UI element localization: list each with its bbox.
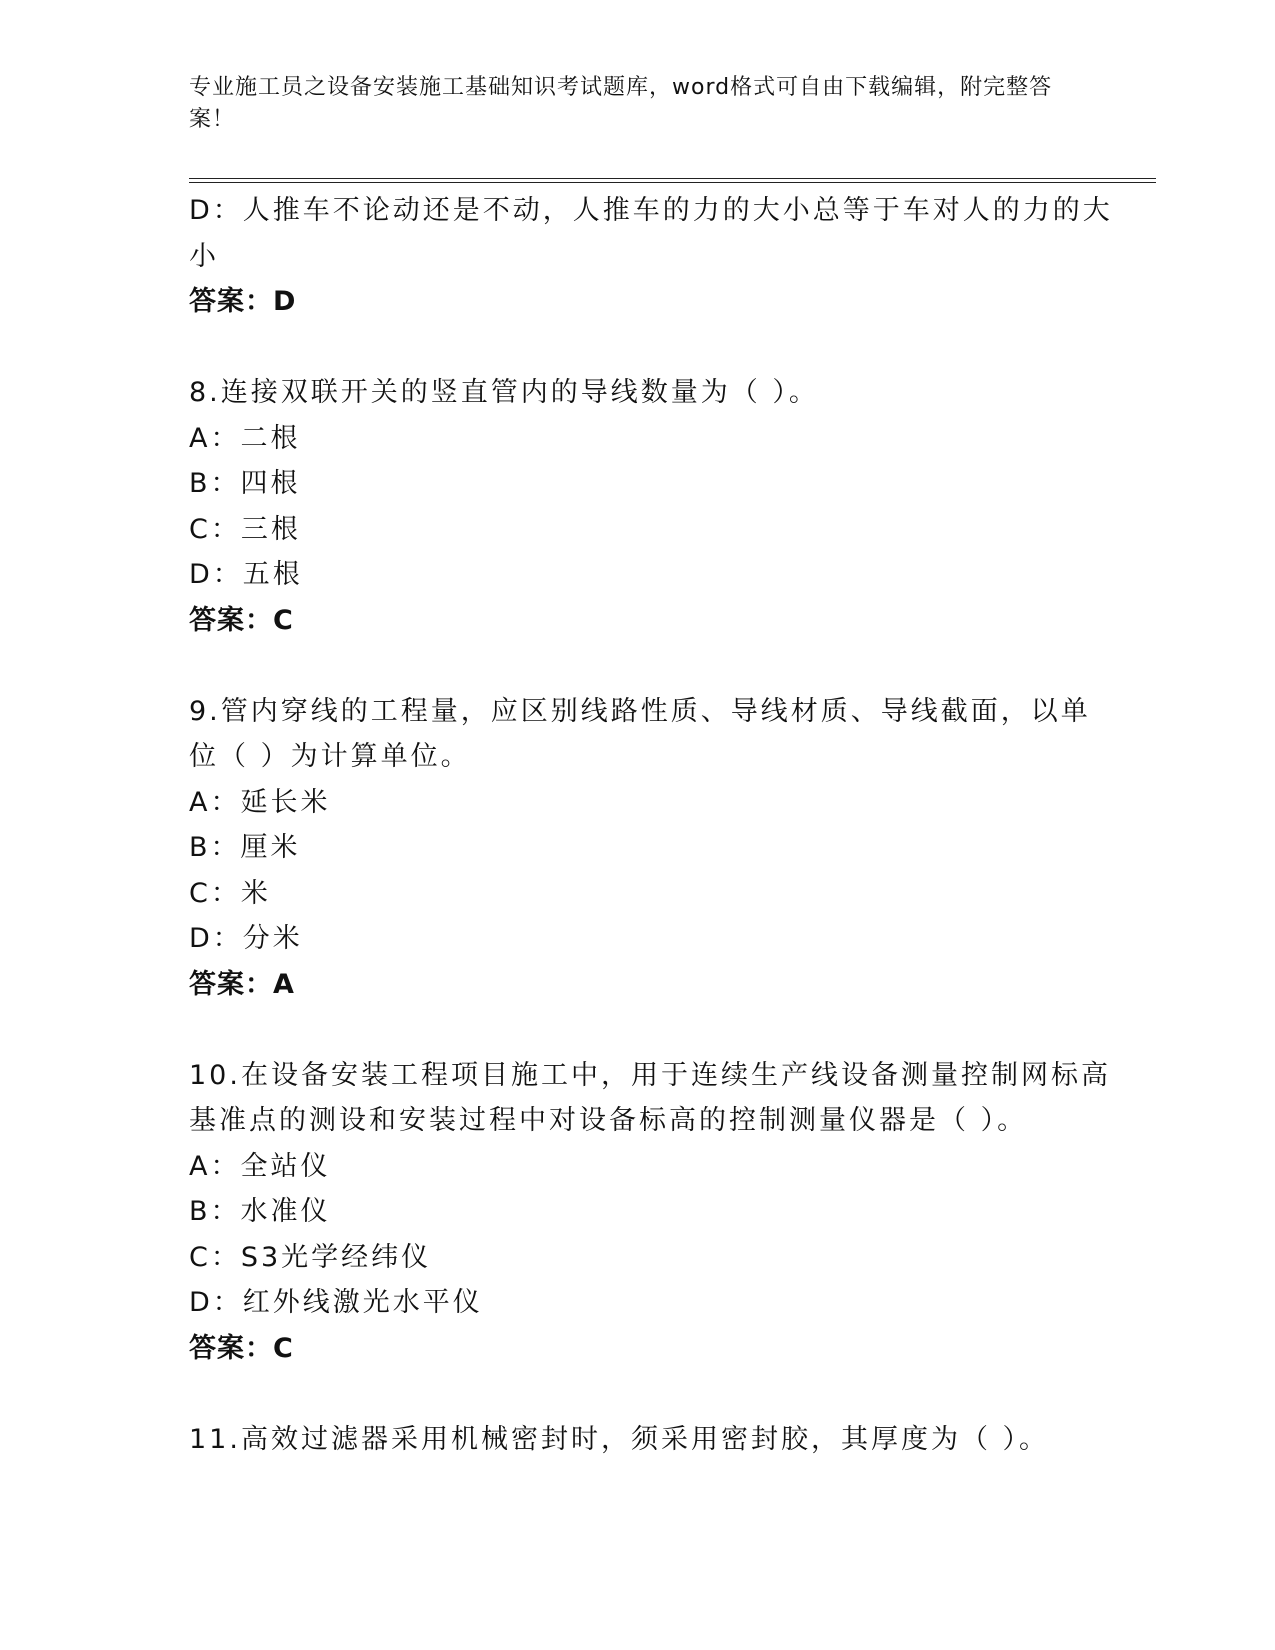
option-d: D：红外线激光水平仪: [189, 1287, 483, 1318]
option-d: D：人推车不论动还是不动，人推车的力的大小总等于车对人的力的大: [189, 195, 1113, 226]
answer: 答案：D: [189, 286, 297, 317]
question-stem: 8.连接双联开关的竖直管内的导线数量为（ ）。: [189, 377, 819, 408]
question-stem: 11.高效过滤器采用机械密封时，须采用密封胶，其厚度为（ ）。: [189, 1423, 1050, 1455]
option-a: A：二根: [189, 422, 301, 454]
question-10: [189, 1053, 1111, 1372]
question-stem: 9.管内穿线的工程量，应区别线路性质、导线材质、导线截面，以单: [189, 695, 1091, 727]
previous-question-tail: [189, 188, 1113, 325]
header-rule-top: [189, 178, 1156, 179]
question-content: [189, 188, 1113, 1462]
option-a: A：全站仪: [189, 1150, 331, 1182]
question-stem-continued: 基准点的测设和安装过程中对设备标高的控制测量仪器是（ ）。: [189, 1105, 1028, 1136]
option-d: D：分米: [189, 923, 303, 954]
option-c: C：三根: [189, 513, 301, 545]
answer: 答案：C: [189, 604, 294, 636]
question-stem-continued: 位（ ）为计算单位。: [189, 741, 471, 772]
option-b: B：水准仪: [189, 1196, 331, 1227]
question-8: [189, 370, 1089, 643]
answer: 答案：A: [189, 968, 295, 1000]
option-a: A：延长米: [189, 786, 331, 818]
option-b: B：厘米: [189, 832, 301, 863]
option-d: D：五根: [189, 559, 303, 590]
option-c: C：米: [189, 877, 271, 909]
page-header: 专业施工员之设备安装施工基础知识考试题库，word格式可自由下载编辑，附完整答案！: [189, 75, 1053, 132]
header-rule-bottom: [189, 182, 1156, 183]
question-9: [189, 689, 1089, 1008]
option-d-continued: 小: [189, 240, 219, 272]
option-b: B：四根: [189, 468, 301, 499]
question-11: [189, 1417, 1089, 1463]
question-stem: 10.在设备安装工程项目施工中，用于连续生产线设备测量控制网标高: [189, 1059, 1111, 1091]
answer: 答案：C: [189, 1332, 294, 1364]
option-c: C：S3光学经纬仪: [189, 1241, 432, 1273]
